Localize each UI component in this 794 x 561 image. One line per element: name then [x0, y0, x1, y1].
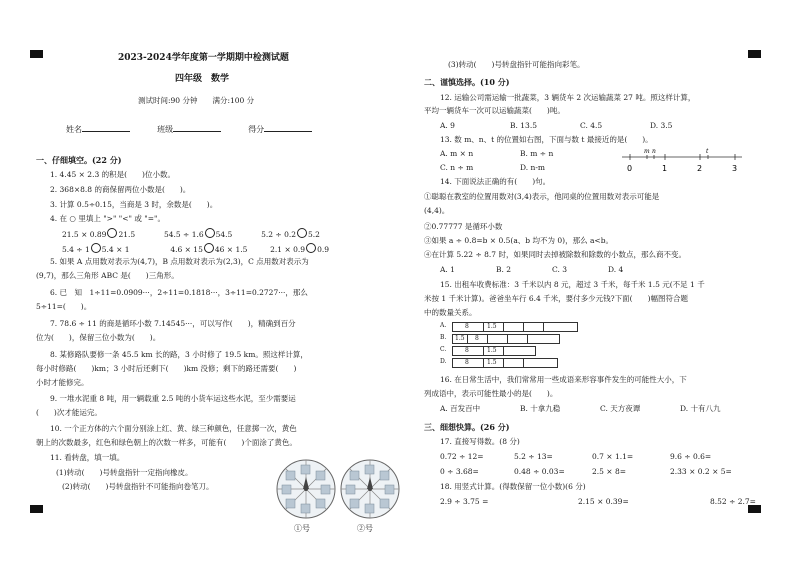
student-info-row: [66, 125, 312, 135]
question-11-part-3: (3)转动( )号转盘指针可能指向彩笔。: [448, 60, 585, 69]
question-10-line-1: 10. 一个正方体的六个面分别涂上红、黄、绿三种颜色，任意掷一次，黄色: [50, 424, 297, 433]
question-5-line-2: (9,7)，那么三角形 ABC 是( )三角形。: [36, 271, 179, 280]
name-label: 姓名: [66, 125, 82, 134]
question-6-line-2: 5÷11=( )。: [36, 302, 92, 311]
compare-circle[interactable]: [204, 243, 214, 253]
question-11: 11. 看转盘，填一填。: [50, 453, 125, 462]
compare-circle[interactable]: [297, 228, 307, 238]
tick-label: 3: [732, 164, 738, 173]
question-14-statement-3: ③如果 a ÷ 0.8=b × 0.5(a、b 均不为 0)，那么 a<b。: [424, 236, 614, 245]
question-11-part-2: (2)转动( )号转盘指针不可能指向卷笔刀。: [62, 482, 214, 491]
question-18: 18. 用竖式计算。(得数保留一位小数)(6 分): [440, 482, 586, 491]
question-14-statement-4: ④在计算 5.22 ÷ 8.7 时，如果同时去掉被除数和除数的小数点，那么商不变。: [424, 250, 686, 259]
compare-circle[interactable]: [107, 228, 117, 238]
question-17-row-2: 0 ÷ 3.68= 0.48 ÷ 0.03= 2.5 × 8= 2.33 × 0.2 × 5=: [440, 467, 732, 476]
compare-circle[interactable]: [205, 228, 215, 238]
compare-circle[interactable]: [306, 243, 316, 253]
question-7-line-2: 位为( )，保留三位小数为( )。: [36, 333, 161, 342]
question-15-line-2: 米按 1 千米计算)。爸爸坐车行 6.4 千米，要付多少元钱?下面( )幅图符合题: [424, 294, 689, 303]
question-10-line-2: 朝上的次数最多，红色和绿色朝上的次数一样多，可能有( )个面涂了黄色。: [36, 438, 297, 447]
question-11-part-1: (1)转动( )号转盘指针一定指向橡皮。: [56, 468, 193, 477]
question-1: 1. 4.45 × 2.3 的积是( )位小数。: [50, 170, 175, 179]
comparison-row-1: 21.5 × 0.89 21.5 54.5 ÷ 1.6 54.5 5.2 ÷ 0.2 5.2: [62, 230, 320, 239]
question-17: 17. 直接写得数。(8 分): [440, 437, 520, 446]
comparison-row-2: 5.4 ÷ 1 5.4 × 1 4.6 × 15 46 × 1.5 2.1 × 0.9 0.9: [62, 245, 330, 254]
score-label: 得分: [248, 125, 265, 134]
number-line-figure: [620, 145, 746, 175]
registration-mark-top-left: [30, 50, 43, 58]
class-field[interactable]: [173, 131, 221, 132]
question-9-line-2: ( )次才能运完。: [36, 408, 102, 417]
question-14-statement-2: ②0.77777 是循环小数: [424, 222, 503, 231]
tick-label: 1: [662, 164, 668, 173]
question-14-statement-1b: (4,4)。: [424, 206, 450, 215]
question-8-line-2: 每小时修路( )km；3 小时后还剩下( )km 没修；剩下的路还需要( ): [36, 364, 297, 373]
question-2: 2. 368×8.8 的商保留两位小数是( )。: [50, 185, 191, 194]
name-field[interactable]: [82, 131, 130, 132]
question-18-row-1: 2.9 ÷ 3.75 = 2.15 × 0.39= 8.52 ÷ 2.7=: [440, 497, 756, 506]
mark-n: n: [652, 148, 656, 155]
section-1-heading: 一、仔细填空。(22 分): [36, 155, 122, 165]
question-15-line-1: 15. 出租车收费标准：3 千米以内 8 元，超过 3 千米，每千米 1.5 元(不足 1 千: [440, 280, 705, 289]
question-16-line-2: 列成语中，表示可能性最小的是( )。: [424, 389, 558, 398]
question-12-options: A. 9 B. 13.5 C. 4.5 D. 3.5: [440, 121, 673, 130]
question-14-statement-1a: ①聪聪在教室的位置用数对(3,4)表示，他同桌的位置用数对表示可能是: [424, 192, 660, 201]
section-3-heading: 三、细想快算。(26 分): [424, 422, 510, 432]
compare-circle[interactable]: [91, 243, 101, 253]
class-label: 班级: [157, 125, 174, 134]
question-12-line-2: 平均一辆货车一次可以运输蔬菜( )吨。: [424, 106, 565, 115]
question-16-line-1: 16. 在日常生活中，我们常常用一些成语来形容事件发生的可能性大小，下: [440, 375, 687, 384]
question-7-line-1: 7. 78.6 ÷ 11 的商是循环小数 7.14545···，可以写作( )，精确到百分: [50, 319, 296, 328]
question-17-row-1: 0.72 ÷ 12= 5.2 ÷ 13= 0.7 × 1.1= 9.6 ÷ 0.6=: [440, 452, 712, 461]
section-2-heading: 二、谨慎选择。(10 分): [424, 77, 510, 87]
tick-label: 0: [627, 164, 633, 173]
question-15-line-3: 中的数量关系。: [424, 308, 477, 317]
question-4: 4. 在 ○ 里填上 ">" "<" 或 "="。: [50, 214, 165, 223]
question-13-options-row-1: A. m × n B. m ÷ n: [440, 149, 554, 158]
question-16-options: A. 百发百中 B. 十拿九稳 C. 天方夜谭 D. 十有八九: [440, 404, 721, 413]
exam-title: 2023-2024学年度第一学期期中检测试题: [118, 53, 289, 63]
time-info: 测试时间:90 分钟 满分:100 分: [138, 96, 255, 105]
question-6-line-1: 6. 已 知 1÷11=0.0909···，2÷11=0.1818···，3÷11=0.2727···，那么: [50, 288, 308, 297]
question-5-line-1: 5. 如果 A 点用数对表示为(4,7)，B 点用数对表示为(2,3)，C 点用数对表示为: [50, 257, 309, 266]
question-12-line-1: 12. 运输公司需运输一批蔬菜，3 辆货车 2 次运输蔬菜 27 吨。照这样计算，: [440, 93, 696, 102]
question-9-line-1: 9. 一堆水泥重 8 吨，用一辆载重 2.5 吨的小货车运这些水泥，至少需要运: [50, 394, 296, 403]
grade-subject: 四年级 数学: [175, 74, 230, 84]
mark-t: t: [706, 148, 709, 155]
registration-mark-bottom-left: [30, 505, 43, 513]
question-13-options-row-2: C. n ÷ m D. n-m: [440, 163, 545, 172]
question-13: 13. 数 m、n、t 的位置如右图，下面与数 t 最接近的是( )。: [440, 135, 653, 144]
spinner-2-label: ②号: [357, 524, 373, 533]
score-field[interactable]: [264, 131, 312, 132]
registration-mark-top-right: [748, 50, 761, 58]
question-14-options: A. 1 B. 2 C. 3 D. 4: [440, 265, 624, 274]
spinner-1-label: ①号: [294, 524, 310, 533]
question-14: 14. 下面说法正确的有( )句。: [440, 177, 551, 186]
mark-m: m: [644, 148, 650, 155]
question-8-line-1: 8. 某修路队要修一条 45.5 km 长的路，3 小时修了 19.5 km。照这样计算，: [50, 350, 308, 359]
tick-label: 2: [697, 164, 703, 173]
question-3: 3. 计算 0.5÷0.15，当商是 3 时，余数是( )。: [50, 200, 218, 209]
question-8-line-3: 小时才能修完。: [36, 378, 89, 387]
